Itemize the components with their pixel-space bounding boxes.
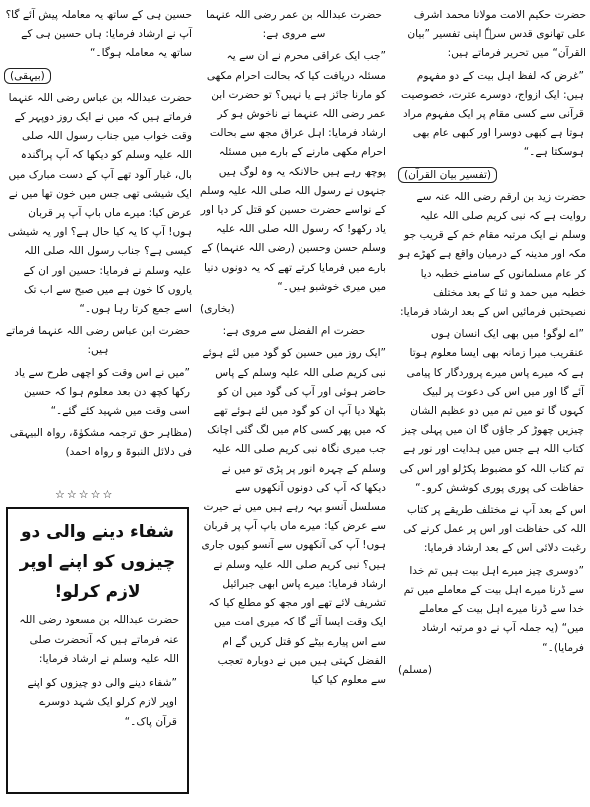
source-tag: (بیہقی)	[4, 68, 51, 84]
quote-text: ”جب ایک عراقی محرم نے ان سے یہ مسئلہ دریافت کیا کہ بحالت احرام مکھی کو مارنا جائز ہے یا نہیں؟ تو حضرت ابن عمر رضی اللہ عنہما نے ناخوش ہو کر ارشاد فرمایا: اہل عراق مجھ سے بحالت احرام مکھی مارنے کے بارے میں مسئلہ پوچھ رہے ہیں حالانکہ یہ وہ لوگ ہیں جنہوں نے رسول اللہ صلی اللہ علیہ وسلم کے نواسے حضرت حسین کو قتل کر دیا اور یاد رکھو! کہ رسول اللہ صلی اللہ علیہ وسلم حسن وحسین (رضی اللہ عنہما) کے بارے میں فرمایا کرتے تھے کہ یہ دونوں دنیا میں میری خوشبو ہیں۔“	[200, 50, 386, 293]
hadith-intro: حضرت زید بن ارقم رضی اللہ عنہ سے روایت ہے کہ نبی کریم صلی اللہ علیہ وسلم نے ایک مرتبہ مقام خم کے قریب جو مکہ اور مدینہ کے درمیان واقع ہے کھڑے ہو کر عام مسلمانوں کے سامنے خطبہ دیا خطبہ میں حمد و ثنا کے بعد مختلف نصیحتیں فرمائیں اس کے بعد ارشاد فرمایا:	[398, 190, 586, 319]
box-body: حضرت عبداللہ بن مسعود رضی اللہ عنہ فرماتے ہیں کہ آنحضرت صلی اللہ علیہ وسلم نے ارشاد فرمایا:	[19, 614, 179, 665]
quote-text: ”ایک روز میں حسین کو گود میں لئے ہوئے نبی کریم صلی اللہ علیہ وسلم کے پاس حاضر ہوئی اور آپ کی گود میں ان کو بٹھلا دیا آپ ان کو گود میں لئے ہوئے تھے کہ میں پھر کسی کام میں لگ گئی اچانک جب میری نگاہ نبی کریم صلی اللہ علیہ وسلم کے چہرہ انور پر پڑی تو میں نے دیکھا کہ آپ کی دونوں آنکھوں سے مسلسل آنسو بہہ رہے ہیں میں نے حیرت سے عرض کیا: میرے ماں باپ آپ پر قربان ہوں! آپ کی آنکھوں سے آنسو کیوں جاری ہیں؟ نبی کریم صلی اللہ علیہ وسلم نے ارشاد فرمایا: میرے پاس ابھی جبرائیل تشریف لائے تھے اور مجھ کو مطلع کیا کہ ایک وقت ایسا آئے گا کہ میری امت میں سے اس پیارے بیٹے کو قتل کریں گے ام الفضل کہتی ہیں میں نے دوبارہ تعجب سے معلوم کیا کیا	[201, 347, 386, 686]
paragraph: اس کے بعد آپ نے مختلف طریقے پر کتاب اللہ کی حفاظت اور اس پر عمل کرنے کی رغبت دلائی اس کے بعد ارشاد فرمایا:	[403, 504, 586, 555]
right-column	[398, 6, 586, 683]
quote-text: ”اے لوگو! میں بھی ایک انسان ہوں عنقریب میرا زمانہ بھی ایسا معلوم ہوتا ہے کہ میرے پاس میرے پروردگار کا پیامی آئے گا اور میں اس کی دعوت پر لبیک کہوں گا تو میں تم میں دو عظیم الشان چیزیں چھوڑ کر جاؤں گا ان میں پہلی چیز کتاب اللہ ہے جس میں ہدایت اور نور ہے تم کتاب اللہ کو مضبوط پکڑلو اور اس کی حفاظت کی پوری پوری کوشش کرو۔“	[399, 328, 584, 494]
box-title: شفاء دینے والی دو چیزوں کو اپنے اوپر لازم کرلو!	[19, 522, 176, 602]
section-heading: حضرت عبداللہ بن عمر رضی اللہ عنہما سے مروی ہے:	[206, 9, 382, 41]
quote-source: (مظاہر حق ترجمہ مشکوٰۃ، رواہ البیہقی فی دلائل النبوۃ و رواہ احمد)	[9, 427, 192, 459]
star-divider: ☆☆☆☆☆	[55, 488, 115, 501]
intro-text: حضرت حکیم الامت مولانا محمد اشرف علی تھانوی قدس سرہٗ اپنی تفسیر ”بیان القرآن“ میں تحریر فرماتے ہیں:	[407, 9, 586, 60]
boxed-article	[6, 507, 189, 794]
box-quote: ”شفاء دینے والی دو چیزوں کو اپنے اوپر لازم کرلو ایک شہد دوسرے قرآن پاک۔“	[27, 676, 177, 728]
quote-source: (بخاری)	[200, 303, 235, 316]
continued-text: حسین ہی کے ساتھ یہ معاملہ پیش آئے گا؟ آپ نے ارشاد فرمایا: ہاں حسین ہی کے ساتھ یہ معاملہ ہوگا۔“	[5, 9, 192, 60]
section-heading: حضرت ام الفضل سے مروی ہے:	[222, 325, 366, 338]
left-column	[4, 6, 192, 466]
section-heading: حضرت ابن عباس رضی اللہ عنہما فرماتے ہیں:	[5, 325, 191, 357]
quote-source	[398, 166, 586, 185]
quote-text: ”دوسری چیز میرے اہل بیت ہیں تم خدا سے ڈرنا میرے اہل بیت کے معاملے میں تم خدا سے ڈرنا میرے اہل بیت کے معاملے میں“ (یہ جملہ آپ نے دو مرتبہ ارشاد فرمایا)۔“	[403, 564, 584, 654]
quote-source	[4, 67, 192, 86]
paragraph: حضرت عبداللہ بن عباس رضی اللہ عنہما فرماتے ہیں کہ میں نے ایک روز دوپہر کے وقت خواب میں جناب رسول اللہ صلی اللہ علیہ وسلم کو دیکھا کہ آپ پراگندہ بال، غبار آلود تھے آپ کے دست مبارک میں ایک شیشی تھی جس میں خون تھا میں نے عرض کیا: میرے ماں باپ آپ پر قربان ہوں! آپ کا یہ کیا حال ہے؟ اور یہ شیشی کیسی ہے؟ جناب رسول اللہ صلی اللہ علیہ وسلم نے فرمایا: حسین اور ان کے یاروں کا خون ہے میں صبح سے اب تک اسے جمع کرتا رہا ہوں۔“	[7, 91, 192, 316]
quote-text: ”غرض کہ لفظ اہل بیت کے دو مفہوم ہیں: ایک ازواج، دوسرے عترت، خصوصیت قرآنی سے کسی مقام پر ایک مفہوم مراد ہوتا ہے کبھی دوسرا اور کبھی عام بھی ہوسکتا ہے۔“	[401, 69, 584, 159]
source-tag: (تفسیر بیان القرآن)	[398, 167, 497, 183]
quote-text: ”میں نے اس وقت کو اچھی طرح سے یاد رکھا کچھ دن بعد معلوم ہوا کہ حسین اسی وقت میں شہید کئے گئے۔“	[14, 366, 190, 418]
quote-source: (مسلم)	[398, 663, 432, 676]
middle-column	[200, 6, 388, 693]
